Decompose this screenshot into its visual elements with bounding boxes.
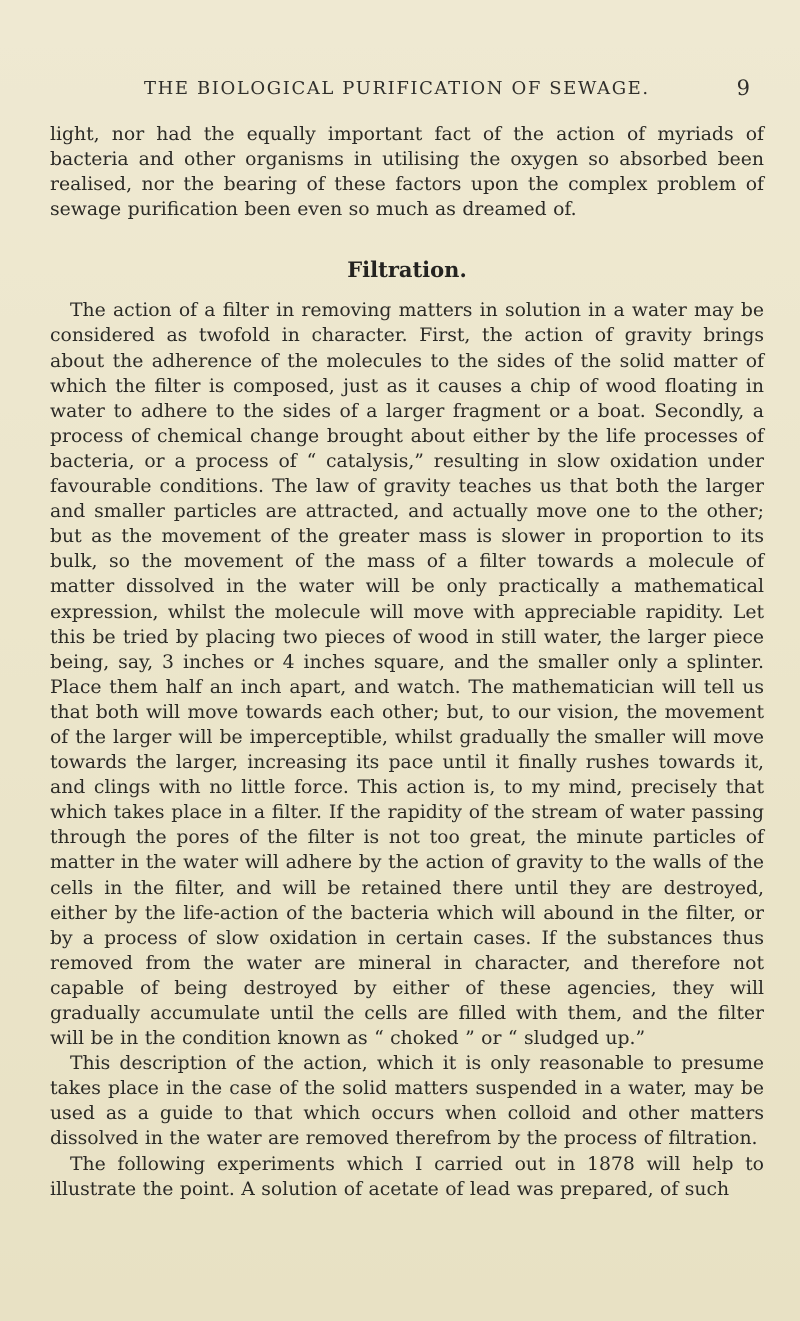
page-body	[50, 122, 764, 1202]
paragraph: The following experiments which I carried out in 1878 will help to illustrate the point. A solution of acetate of lead was prepared, of such	[50, 1153, 764, 1200]
paragraph-continuation: light, nor had the equally important fact of the action of myriads of bacteria and other organisms in utilising the oxygen so absorbed been realised, nor the bearing of these factors upon the complex problem of sewage purification been even so much as dreamed of.	[50, 124, 764, 221]
running-title: THE BIOLOGICAL PURIFICATION OF SEWAGE.	[144, 78, 650, 99]
page-number: 9	[736, 76, 750, 100]
paragraph: The action of a filter in removing matters in solution in a water may be considered as twofold in character. First, the action of gravity brings about the adherence of the molecules to the sides of the solid matter of which the filter is composed, just as it causes a chip of wood floating in water to adhere to the sides of a larger fragment or a boat. Secondly, a process of chemical change brought about either by the life processes of bacteria, or a process of “ catalysis,” resulting in slow oxidation under favourable conditions. The law of gravity teaches us that both the larger and smaller particles are attracted, and actually move one to the other; but as the movement of the greater mass is slower in proportion to its bulk, so the movement of the mass of a filter towards a molecule of matter dissolved in the water will be only practically a mathematical expression, whilst the molecule will move with appreciable rapidity. Let this be tried by placing two pieces of wood in still water, the larger piece being, say, 3 inches or 4 inches square, and the smaller only a splinter. Place them half an inch apart, and watch. The mathematician will tell us that both will move towards each other; but, to our vision, the movement of the larger will be imperceptible, whilst gradually the smaller will move towards the larger, increasing its pace until it finally rushes towards it, and clings with no little force. This action is, to my mind, precisely that which takes place in a filter. If the rapidity of the stream of water passing through the pores of the filter is not too great, the minute particles of matter in the water will adhere by the action of gravity to the walls of the cells in the filter, and will be retained there until they are destroyed, either by the life-action of the bacteria which will abound in the filter, or by a process of slow oxidation in certain cases. If the substances thus removed from the water are mineral in character, and therefore not capable of being destroyed by either of these agencies, they will gradually accumulate until the cells are filled with them, and the filter will be in the condition known as “ choked ” or “ sludged up.”	[50, 300, 764, 1050]
paragraph: This description of the action, which it is only reasonable to presume takes place in the case of the solid matters suspended in a water, may be used as a guide to that which occurs when colloid and other matters dissolved in the water are removed therefrom by the process of filtration.	[50, 1053, 764, 1150]
section-heading: Filtration.	[347, 257, 467, 283]
running-header	[50, 0, 764, 112]
